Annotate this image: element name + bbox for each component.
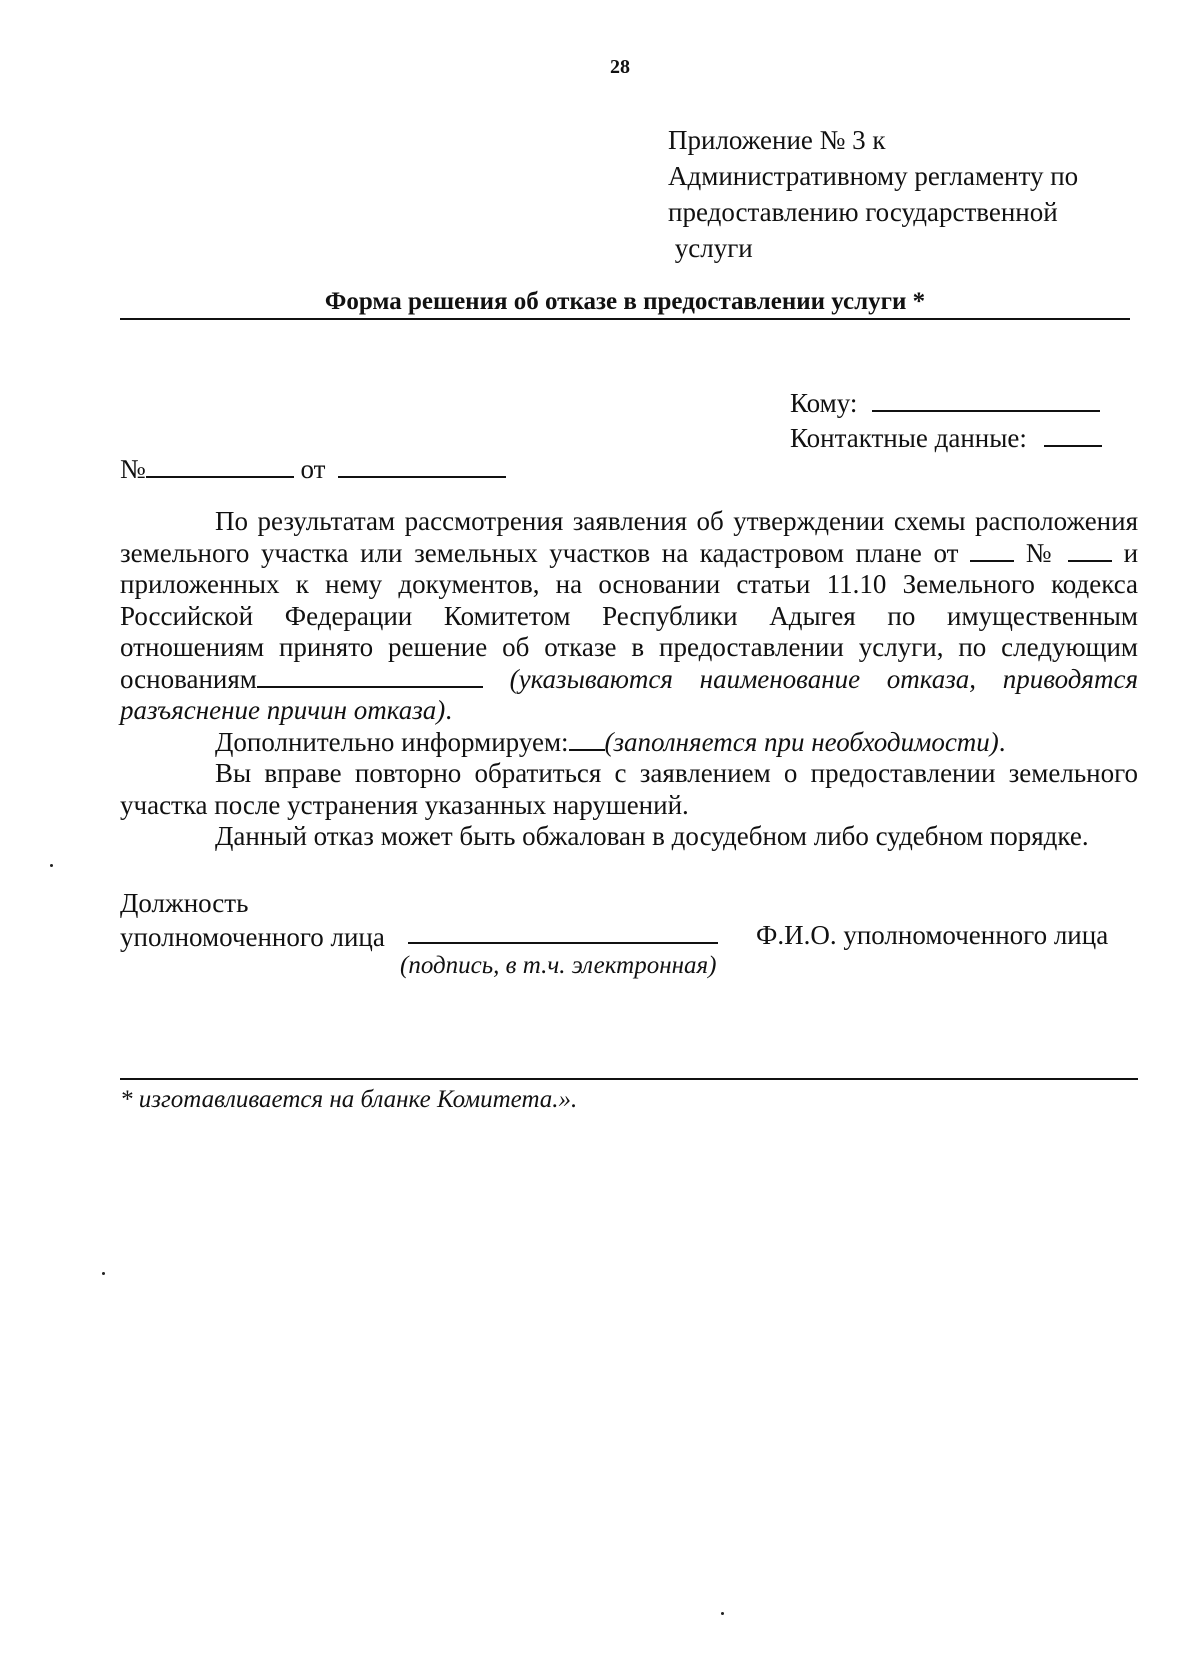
p1-no: № [1025,537,1057,568]
decision-body [120,506,1138,853]
footnote: * изготавливается на бланке Комитета.». [120,1086,578,1113]
scan-speck [102,1272,105,1275]
scan-speck [50,864,53,867]
grounds-field[interactable] [257,664,483,688]
number-field[interactable] [146,454,294,478]
footnote-separator [120,1078,1138,1080]
p1-end: . [445,695,452,725]
paragraph-appeal: Данный отказ может быть обжалован в досудебном либо судебном порядке. [215,821,1089,851]
p2-italic-note: (заполняется при необходимости) [604,726,999,757]
to-field[interactable] [872,388,1100,412]
p1-text-b: и приложенных к нему документов, на основании статьи 11.10 Земельного кодекса Российской Федерации Комитетом Республики Адыгея по имущественным отношениям принято решение об отказе в предоставлении услуги, по следующим основаниям [120,537,1139,694]
application-number-field[interactable] [1068,538,1112,562]
signature-caption: (подпись, в т.ч. электронная) [400,952,717,979]
document-number-line [120,454,506,485]
additional-info-field[interactable] [569,727,605,751]
signature-field[interactable] [408,942,718,944]
paragraph-reapply: Вы вправе повторно обратиться с заявлением о предоставлении земельного участка после устранения указанных нарушений. [120,758,1138,820]
appendix-line-4: услуги [668,233,753,263]
appendix-header [668,122,1078,266]
title-underline [120,318,1130,320]
form-title: Форма решения об отказе в предоставлении услуги * [324,288,926,315]
appendix-line-1: Приложение № 3 к [668,125,886,155]
appendix-line-2: Административному регламенту по [668,161,1079,191]
page-number: 28 [610,56,630,78]
to-label: Кому: [790,388,858,418]
contacts-field[interactable] [1044,423,1102,447]
appendix-line-3: предоставлению государственной [668,197,1058,227]
p2-end: . [998,726,1006,757]
contacts-label: Контактные данные: [790,423,1027,453]
fio-label: Ф.И.О. уполномоченного лица [756,920,1109,950]
p1-text-a: По результатам рассмотрения заявления об утверждении схемы расположения земельного участка или земельных участков на кадастровом плане от [120,506,1138,568]
application-date-field[interactable] [970,538,1014,562]
position-line-1: Должность [120,888,249,918]
p1-italic-note: (указываются наименование отказа, приводятся разъяснение причин отказа) [120,663,1138,725]
number-label: № [120,454,146,484]
date-field[interactable] [338,454,506,478]
paragraph-decision [120,506,1138,727]
position-line-2: уполномоченного лица [120,922,385,952]
signature-block [120,886,385,954]
p2-text: Дополнительно информируем: [215,726,569,757]
scan-speck [721,1612,724,1615]
paragraph-additional-info [120,727,1138,759]
date-label: от [300,454,326,484]
recipient-block [790,386,1102,456]
